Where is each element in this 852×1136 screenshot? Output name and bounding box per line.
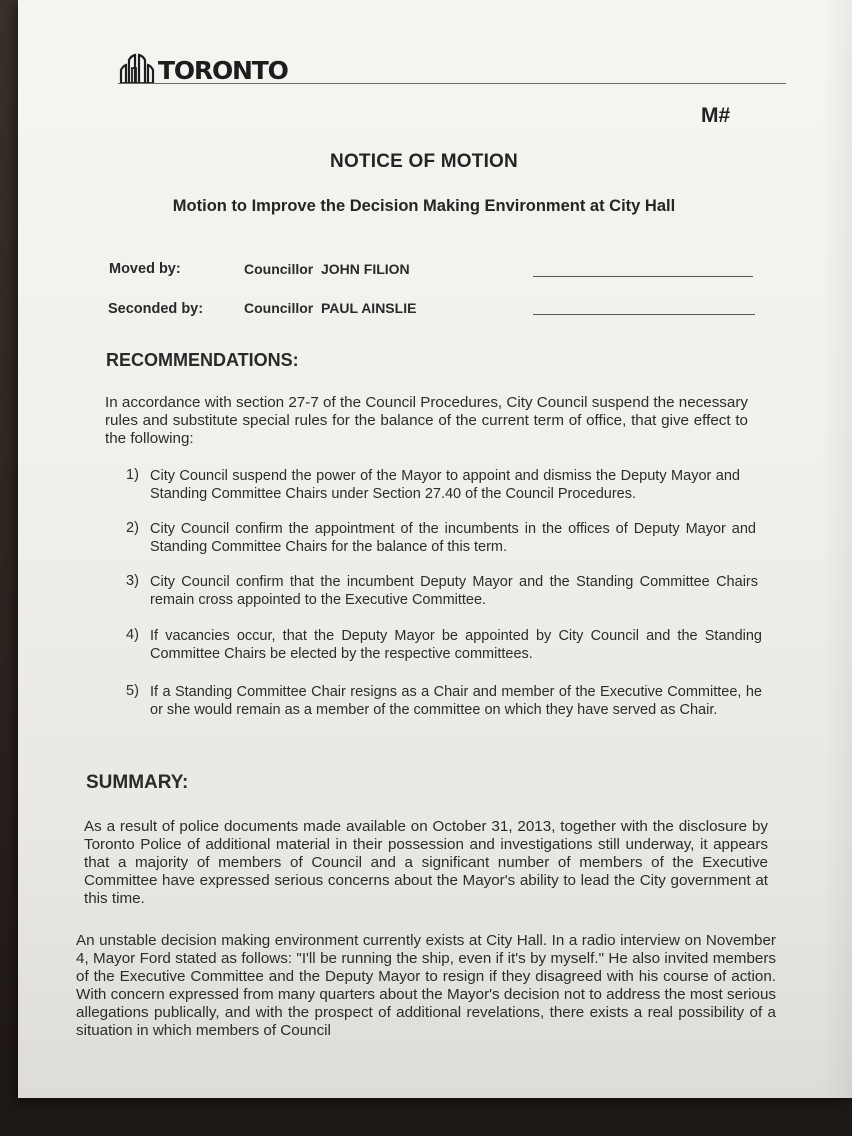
- summary-paragraph-2: An unstable decision making environment currently exists at City Hall. In a radio interview on November 4, Mayor Ford stated as follows: "I'll be running the ship, even if it's by myself." He also invited members of the Executive Committee and the Deputy Mayor to resign if they disagreed with his course of action. With concern expressed from many quarters about the Mayor's decision not to address the most serious allegations publically, and with the prospect of additional revelations, there exists a real possibility of a situation in which members of Council: [76, 932, 776, 1039]
- moved-by-signature-line: [533, 276, 753, 277]
- summary-heading: SUMMARY:: [86, 772, 189, 793]
- document-page: [18, 0, 852, 1098]
- list-item-number: 3): [126, 573, 139, 589]
- list-item-number: 4): [126, 627, 139, 643]
- motion-number: M#: [701, 104, 731, 127]
- list-item: If vacancies occur, that the Deputy Mayor be appointed by City Council and the Standing Committee Chairs be elected by the respective committees.: [150, 628, 762, 662]
- list-item: If a Standing Committee Chair resigns as a Chair and member of the Executive Committee, he or she would remain as a member of the committee on which they have served as Chair.: [150, 684, 762, 718]
- list-item: City Council confirm the appointment of the incumbents in the offices of Deputy Mayor and Standing Committee Chairs for the balance of this term.: [150, 521, 756, 555]
- document-subtitle: Motion to Improve the Decision Making Environment at City Hall: [172, 197, 676, 215]
- seconded-by-value: Councillor PAUL AINSLIE: [244, 300, 417, 316]
- recommendations-heading: RECOMMENDATIONS:: [106, 350, 299, 370]
- logo-text: TORONTO: [158, 56, 288, 85]
- recommendations-intro: In accordance with section 27-7 of the Council Procedures, City Council suspend the necessary rules and substitute special rules for the balance of the current term of office, that give effect to the following:: [105, 394, 748, 447]
- seconded-by-signature-line: [533, 314, 755, 315]
- list-item-number: 5): [126, 683, 139, 699]
- list-item-number: 1): [126, 467, 139, 483]
- list-item-number: 2): [126, 520, 139, 536]
- moved-by-value: Councillor JOHN FILION: [244, 261, 410, 277]
- moved-by-label: Moved by:: [109, 261, 181, 277]
- header-divider: [118, 83, 786, 84]
- list-item: City Council confirm that the incumbent Deputy Mayor and the Standing Committee Chairs remain cross appointed to the Executive Committee.: [150, 574, 758, 608]
- seconded-by-label: Seconded by:: [108, 301, 204, 317]
- summary-paragraph-1: As a result of police documents made available on October 31, 2013, together with the disclosure by Toronto Police of additional material in their possession and investigations still underway, it appears that a majority of members of Council and a significant number of members of the Executive Committee have expressed serious concerns about the Mayor's ability to lead the City government at this time.: [84, 818, 768, 907]
- city-logo: [119, 50, 288, 84]
- list-item: City Council suspend the power of the Mayor to appoint and dismiss the Deputy Mayor and Standing Committee Chairs under Section 27.40 of the Council Procedures.: [150, 468, 740, 502]
- document-title: NOTICE OF MOTION: [330, 151, 518, 172]
- city-hall-icon: [119, 50, 155, 84]
